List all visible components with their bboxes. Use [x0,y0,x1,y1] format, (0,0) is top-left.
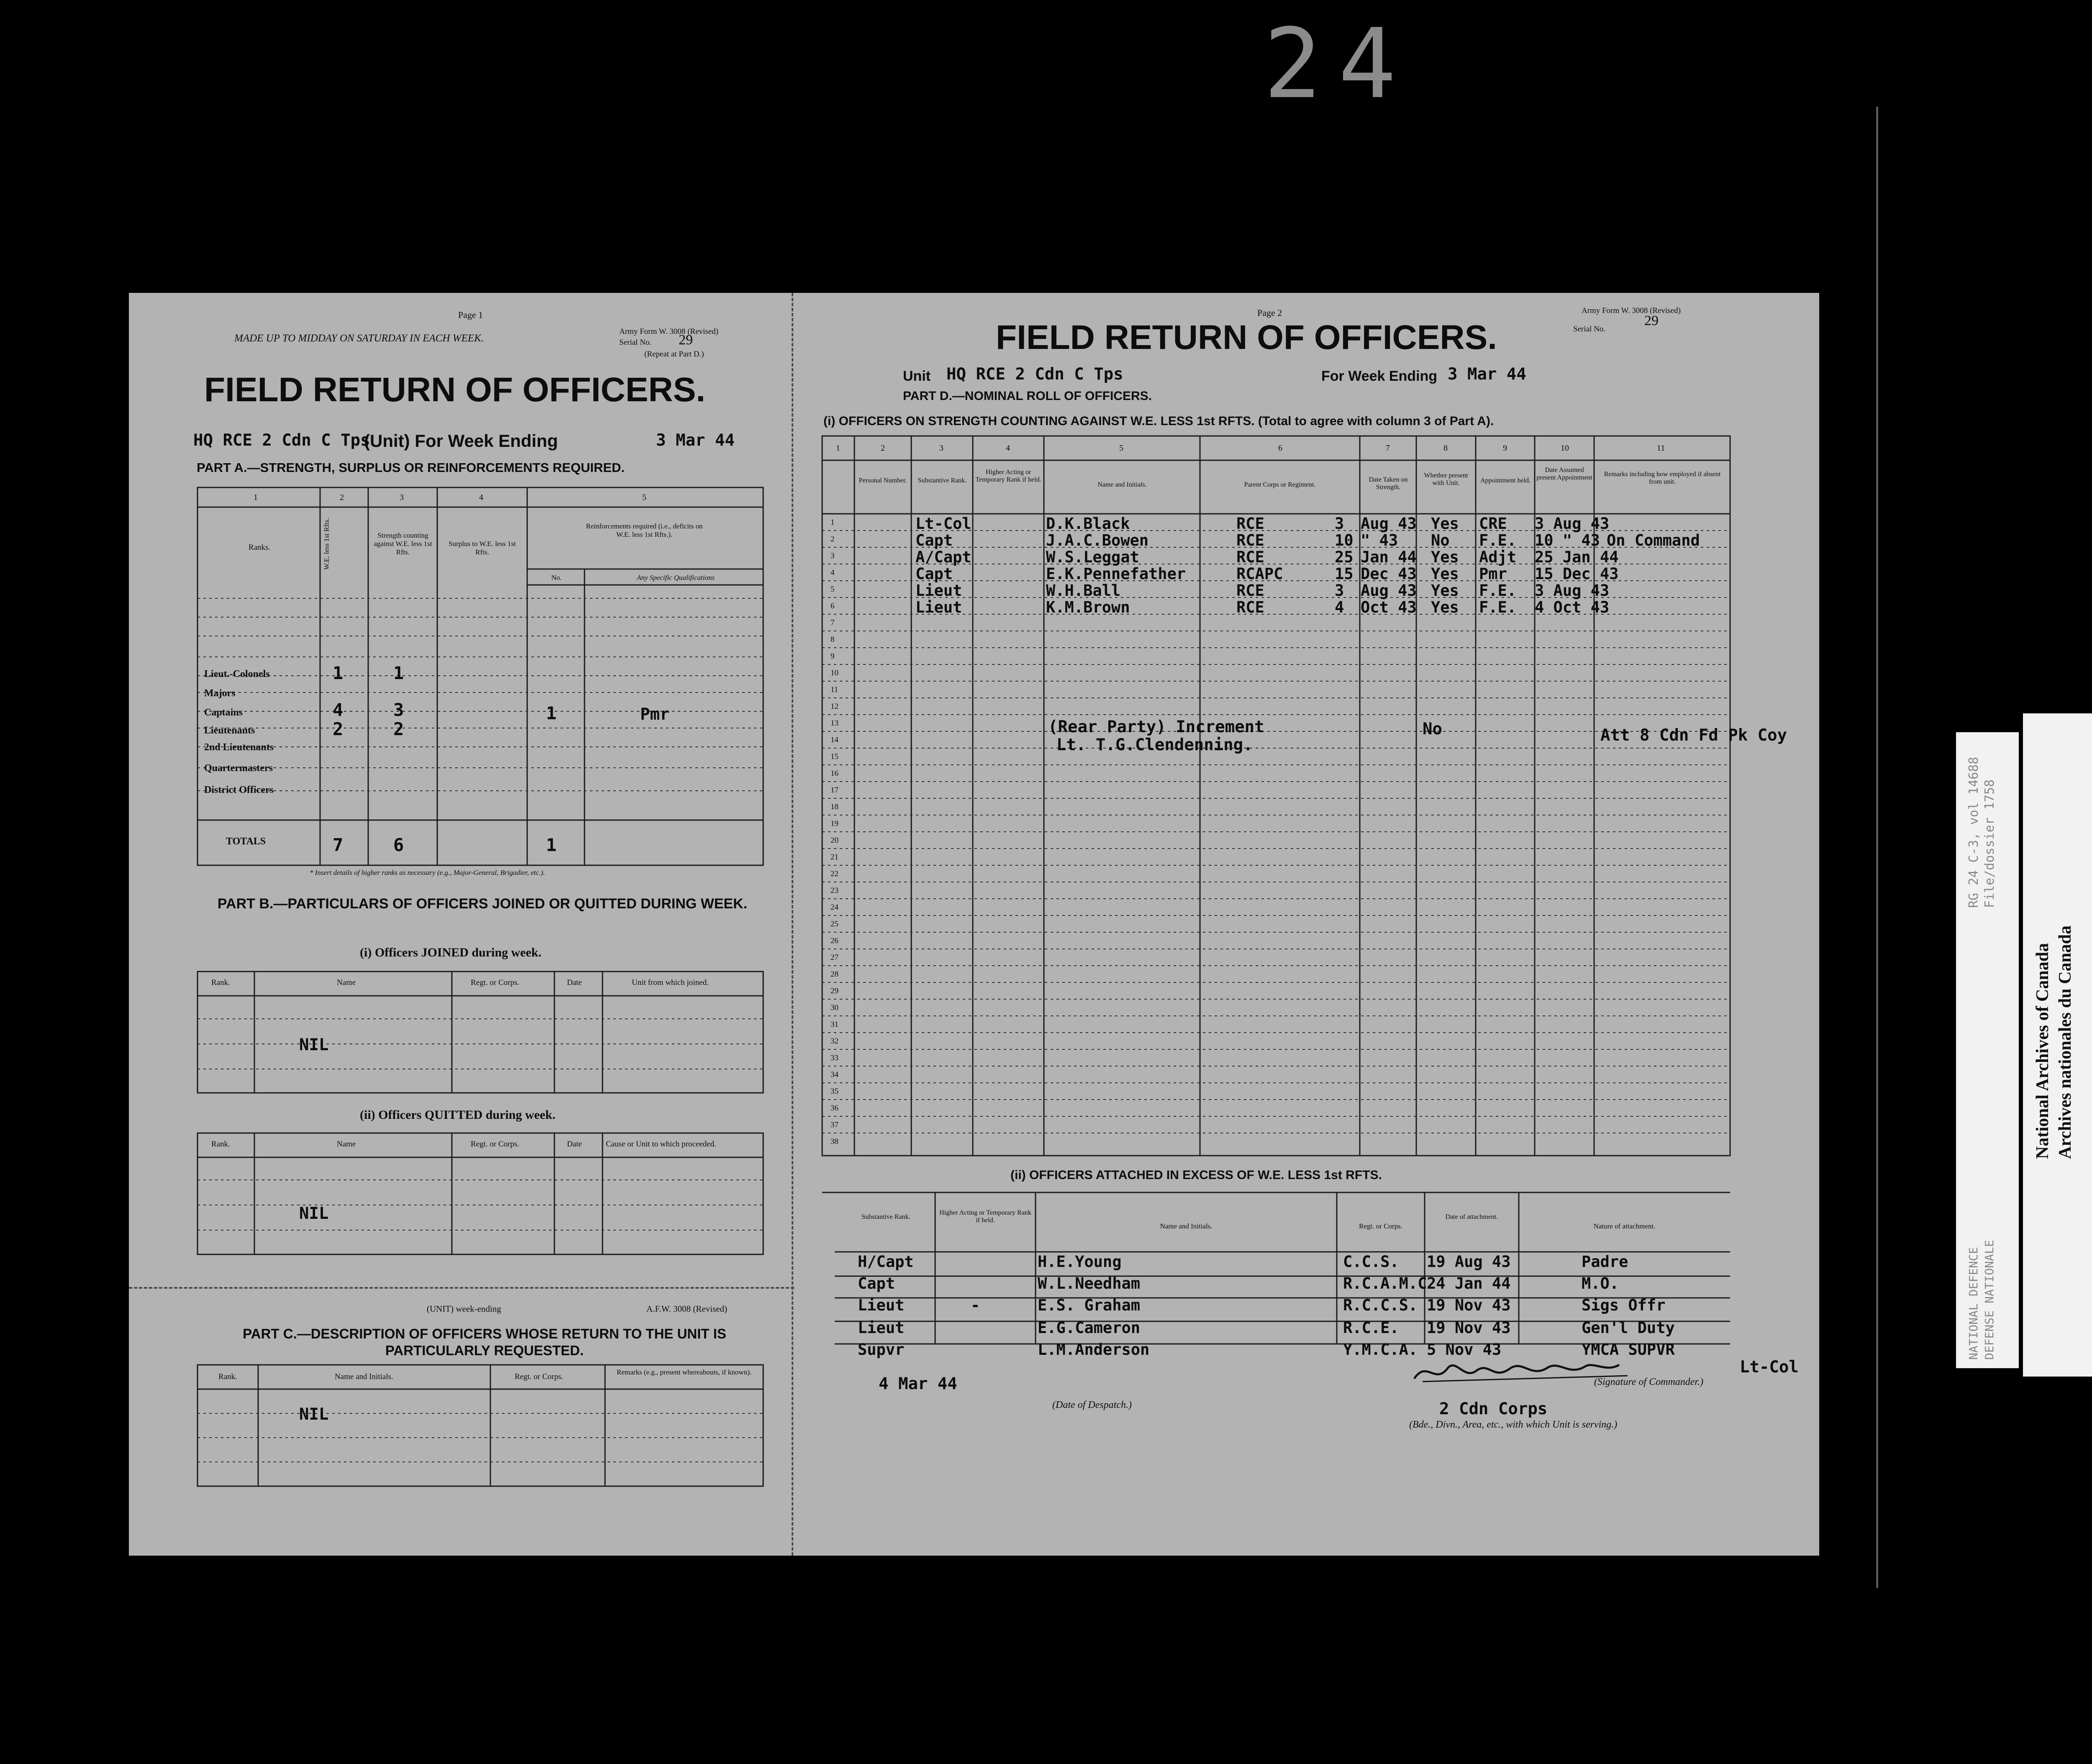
captains-reinf-no: 1 [546,703,557,723]
strength-header: Strength counting against W.E. less 1st Rfts. [374,531,432,556]
attached-corps: C.C.S. [1343,1253,1399,1271]
officer-date-assumed: 4 Oct 43 [1535,598,1610,616]
officer-day-taken: 3 [1335,515,1344,533]
officer-corps: RCE [1236,582,1264,600]
officer-date-assumed: 25 Jan 44 [1535,548,1619,566]
pd-header-higher-rank: Higher Acting or Temporary Rank if held. [975,469,1041,483]
pd-col-6: 6 [1278,444,1282,453]
officer-corps: RCE [1236,598,1264,616]
page2-serial-label: Serial No. [1573,325,1606,333]
page1-title: FIELD RETURN OF OFFICERS. [204,371,706,409]
formation: 2 Cdn Corps [1439,1400,1548,1418]
page1-serial-number: 29 [679,332,693,348]
captains-strength: 3 [393,700,404,720]
attached-date: 5 Nov 43 [1427,1341,1502,1359]
pd-header-personal-number: Personal Number. [859,477,907,484]
officer-appointment: Pmr [1479,565,1507,583]
tear-form-label: A.F.W. 3008 (Revised) [646,1304,727,1314]
pd-col-9: 9 [1503,444,1507,453]
formation-label: (Bde., Divn., Area, etc., with which Unit is serving.) [1409,1419,1618,1430]
page2-week-ending: 3 Mar 44 [1448,365,1526,384]
rank-majors: Majors [204,688,236,699]
pd-row-number: 35 [831,1087,838,1096]
pd-col-10: 10 [1561,444,1569,453]
officer-present: No [1431,531,1450,549]
pd-row-number: 20 [831,836,838,845]
part-c-header-rank: Rank. [218,1372,237,1381]
archive-name-en: National Archives of Canada [2033,943,2052,1159]
pd-row-number: 2 [831,535,835,544]
officer-date-assumed: 10 " 43 [1535,531,1600,549]
pd-row-number: 25 [831,920,838,928]
officer-day-taken: 3 [1335,582,1344,600]
section-ii-title: (ii) OFFICERS ATTACHED IN EXCESS OF W.E. LESS 1st RFTS. [1010,1168,1382,1182]
att-header-corps: Regt. or Corps. [1359,1222,1402,1230]
officer-date-assumed: 15 Dec 43 [1535,565,1619,583]
att-header-nature: Nature of attachment. [1593,1222,1656,1230]
attached-name: H.E.Young [1038,1253,1122,1271]
attached-corps: R.C.C.S. [1343,1296,1418,1314]
pd-header-appointment: Appointment held. [1480,477,1531,484]
officer-rank: Capt [915,531,953,549]
part-c-entry: NIL [299,1405,329,1424]
lt-col-we: 1 [333,663,344,683]
officer-name: W.H.Ball [1046,582,1121,600]
despatch-date: 4 Mar 44 [879,1374,957,1393]
officer-name: W.S.Leggat [1046,548,1139,566]
pd-row-number: 17 [831,786,838,795]
rank-lieut-colonels: Lieut.-Colonels [204,669,270,679]
page2-title: FIELD RETURN OF OFFICERS. [996,318,1497,356]
attached-rank: Lieut [858,1319,905,1337]
officer-rank: Lieut [915,598,962,616]
attached-name: L.M.Anderson [1038,1341,1150,1359]
part-a-footnote: * Insert details of higher ranks as necessary (e.g., Major-General, Brigadier, etc.). [310,869,545,877]
attached-rank: Supvr [858,1341,905,1359]
reinforcements-header: Reinforcements required (i.e., deficits on W.E. less 1st Rfts.). [586,522,703,538]
rank-district-officers: District Officers [204,785,274,795]
pd-row-number: 15 [831,752,838,761]
officer-name: D.K.Black [1046,515,1130,533]
pd-row-number: 5 [831,585,835,594]
joined-header-unit: Unit from which joined. [632,978,709,987]
pd-row-number: 30 [831,1003,838,1012]
pd-row-number: 33 [831,1054,838,1062]
attached-nature: Padre [1582,1253,1628,1271]
lieutenants-we: 2 [333,719,344,739]
part-c-title: PART C.—DESCRIPTION OF OFFICERS WHOSE RETURN TO THE UNIT IS PARTICULARLY REQUESTED. [243,1326,726,1358]
quitted-header-date: Date [567,1140,582,1149]
officer-rank: Lt-Col [915,515,972,533]
totals-label: TOTALS [226,836,266,847]
pd-row-number: 28 [831,970,838,979]
att-header-name: Name and Initials. [1160,1222,1213,1230]
pd-col-3: 3 [939,444,943,453]
rear-party-label: (Rear Party) Increment [1048,718,1264,736]
part-a-col-1: 1 [254,493,258,502]
joined-entry: NIL [299,1036,329,1054]
rank-captains: Captains [204,707,243,718]
pd-row-number: 34 [831,1070,838,1079]
pd-row-number: 13 [831,719,838,728]
attached-corps: Y.M.C.A. [1343,1341,1418,1359]
rear-party-officer: Lt. T.G.Clendenning. [1056,736,1253,754]
rank-2nd-lieutenants: 2nd Lieutenants [204,742,274,753]
pd-col-7: 7 [1386,444,1390,453]
section-i-title: (i) OFFICERS ON STRENGTH COUNTING AGAINST W.E. LESS 1st RFTS. (Total to agree with column 3 of Part A). [823,414,1494,428]
officer-date-assumed: 3 Aug 43 [1535,515,1610,533]
attached-nature: Sigs Offr [1582,1296,1666,1314]
part-a-col-4: 4 [479,493,483,502]
part-a-col-5: 5 [642,493,646,502]
officer-appointment: CRE [1479,515,1507,533]
pd-header-corps: Parent Corps or Regiment. [1244,481,1316,488]
pd-row-number: 23 [831,886,838,895]
pd-row-number: 38 [831,1137,838,1146]
captains-we: 4 [333,700,344,720]
joined-header-rank: Rank. [211,978,230,987]
officer-appointment: F.E. [1479,598,1517,616]
officer-appointment: Adjt [1479,548,1517,566]
lieutenants-strength: 2 [393,719,404,739]
officer-date-taken: Oct 43 [1361,598,1417,616]
attached-name: W.L.Needham [1038,1274,1141,1292]
pd-header-date-assumed: Date Assumed present Appointment [1536,467,1592,481]
attached-date: 19 Aug 43 [1427,1253,1511,1271]
archive-name-fr: Archives nationales du Canada [2056,925,2075,1159]
officer-corps: RCE [1236,548,1264,566]
tear-unit-line: (UNIT) week-ending [427,1304,501,1314]
we-header: W.E. less 1st Rfts. [323,518,331,570]
attached-corps: R.C.E. [1343,1319,1399,1337]
officer-date-taken: Aug 43 [1361,515,1417,533]
officer-corps: RCE [1236,531,1264,549]
pd-row-number: 10 [831,669,838,677]
pd-row-number: 29 [831,987,838,995]
page1-army-form: Army Form W. 3008 (Revised) [619,327,718,336]
captains-reinf-qual: Pmr [640,705,670,724]
officer-date-taken: " 43 [1361,531,1398,549]
frame-number: 24 [1264,8,1413,120]
part-a-col-3: 3 [400,493,404,502]
rank-lieutenants: Lieutenants [204,725,255,736]
att-header-date: Date of attachment. [1445,1213,1498,1220]
attached-date: 19 Nov 43 [1427,1296,1511,1314]
officer-date-taken: Dec 43 [1361,565,1417,583]
pd-row-number: 26 [831,936,838,945]
officer-date-assumed: 3 Aug 43 [1535,582,1610,600]
pd-row-number: 4 [831,568,835,577]
pd-row-number: 6 [831,602,835,610]
joined-header-name: Name [337,978,356,987]
pd-row-number: 16 [831,769,838,778]
despatch-label: (Date of Despatch.) [1052,1400,1132,1410]
reinf-qual-header: Any Specific Qualifications [636,574,715,582]
part-c-header-name: Name and Initials. [335,1372,393,1381]
pd-row-number: 24 [831,903,838,912]
quitted-header-corps: Regt. or Corps. [471,1140,520,1149]
quitted-entry: NIL [299,1204,329,1223]
att-header-rank: Substantive Rank. [861,1213,910,1220]
officer-day-taken: 4 [1335,598,1344,616]
pd-header-present: Whether present with Unit. [1424,472,1468,487]
attached-corps: R.C.A.M.C [1343,1274,1427,1292]
repeat-note: (Repeat at Part D.) [644,350,704,359]
part-c-header-corps: Regt. or Corps. [515,1372,564,1381]
attached-name: E.G.Cameron [1038,1319,1141,1337]
rank-quartermasters: Quartermasters [204,763,273,774]
officer-corps: RCAPC [1236,565,1283,583]
page2-week-label: For Week Ending [1321,368,1438,384]
reinf-no-header: No. [551,574,562,582]
pd-header-remarks: Remarks including how employed if absent from unit. [1604,471,1721,485]
pd-row-number: 37 [831,1120,838,1129]
joined-header-corps: Regt. or Corps. [471,978,520,987]
officer-date-taken: Aug 43 [1361,582,1417,600]
officer-appointment: F.E. [1479,531,1517,549]
officer-appointment: F.E. [1479,582,1517,600]
part-c-header-remarks: Remarks (e.g., present whereabouts, if known). [617,1368,751,1376]
made-up-note: MADE UP TO MIDDAY ON SATURDAY IN EACH WEEK. [234,333,484,344]
pd-col-5: 5 [1119,444,1123,453]
quitted-header-name: Name [337,1140,356,1149]
attached-rank: Capt [858,1274,895,1292]
ranks-header: Ranks. [248,543,271,552]
pd-header-name: Name and Initials. [1097,481,1147,488]
pd-col-2: 2 [881,444,885,453]
pd-row-number: 14 [831,736,838,744]
pd-row-number: 18 [831,803,838,811]
officer-day-taken: 25 [1335,548,1354,566]
signature-label: (Signature of Commander.) [1594,1377,1704,1387]
attached-rank: Lieut [858,1296,905,1314]
officer-present: Yes [1431,565,1459,583]
officer-day-taken: 10 [1335,531,1354,549]
pd-col-4: 4 [1006,444,1010,453]
pd-row-number: 32 [831,1037,838,1046]
officer-corps: RCE [1236,515,1264,533]
attached-rank: H/Capt [858,1253,914,1271]
part-a-title: PART A.—STRENGTH, SURPLUS OR REINFORCEMENTS REQUIRED. [197,460,625,475]
page2-serial-number: 29 [1644,313,1659,328]
pd-row-number: 1 [831,518,835,527]
pd-row-number: 3 [831,551,835,560]
archive-dept-fr: DEFENSE NATIONALE [1982,1240,1996,1360]
officer-day-taken: 15 [1335,565,1354,583]
officer-rank: Capt [915,565,953,583]
pd-col-11: 11 [1657,444,1665,453]
attached-nature: Gen'l Duty [1582,1319,1675,1337]
part-b-title: PART B.—PARTICULARS OF OFFICERS JOINED OR QUITTED DURING WEEK. [217,896,748,912]
officer-name: E.K.Pennefather [1046,565,1186,583]
lt-col-strength: 1 [393,663,404,683]
archive-reference-line2: File/dossier 1758 [1982,779,1997,908]
officer-rank: A/Capt [915,548,972,566]
commander-rank: Lt-Col [1740,1358,1799,1377]
part-d-title: PART D.—NOMINAL ROLL OF OFFICERS. [903,389,1152,403]
officer-present: Yes [1431,598,1459,616]
archive-reference-line1: RG 24 C-3, vol 14688 [1966,756,1981,908]
pd-row-number: 22 [831,869,838,878]
pd-col-1: 1 [836,444,840,453]
att-header-higher: Higher Acting or Temporary Rank if held. [939,1209,1031,1224]
quitted-header-rank: Rank. [211,1140,230,1149]
surplus-header: Surplus to W.E. less 1st Rfts. [449,540,516,556]
pd-header-date-tos: Date Taken on Strength. [1369,476,1408,491]
pd-header-substantive-rank: Substantive Rank. [918,477,967,484]
unit-label: (Unit) For Week Ending [364,431,558,451]
page1-unit: HQ RCE 2 Cdn C Tps [193,431,370,450]
pd-row-number: 36 [831,1104,838,1113]
officer-rank: Lieut [915,582,962,600]
page1-serial-label: Serial No. [619,338,652,347]
attached-nature: M.O. [1582,1274,1619,1292]
attached-higher-rank: - [971,1296,980,1314]
page2-unit-label: Unit [903,368,931,384]
totals-reinf-no: 1 [546,835,557,855]
totals-we: 7 [333,835,344,855]
pd-row-number: 21 [831,853,838,861]
page1-label: Page 1 [458,310,483,320]
pd-row-number: 8 [831,635,835,644]
pd-row-number: 12 [831,702,838,711]
quitted-header-cause: Cause or Unit to which proceeded. [606,1140,716,1149]
joined-title: (i) Officers JOINED during week. [360,946,542,959]
officer-present: Yes [1431,548,1459,566]
officer-remarks: On Command [1607,531,1700,549]
pd-row-number: 7 [831,618,835,627]
page2-army-form: Army Form W. 3008 (Revised) [1582,306,1681,315]
quitted-title: (ii) Officers QUITTED during week. [360,1108,556,1122]
totals-strength: 6 [393,835,404,855]
pd-row-number: 11 [831,685,838,694]
rear-party-present: No [1423,720,1442,738]
tear-off-line [129,1287,794,1289]
officer-date-taken: Jan 44 [1361,548,1417,566]
pd-row-number: 9 [831,652,835,661]
pd-col-8: 8 [1443,444,1448,453]
sheet-fold-line [792,293,795,1556]
attached-nature: YMCA SUPVR [1582,1341,1675,1359]
pd-row-number: 27 [831,953,838,962]
rear-party-remarks: Att 8 Cdn Fd Pk Coy [1600,726,1787,745]
archive-dept-en: NATIONAL DEFENCE [1966,1247,1980,1360]
attached-date: 19 Nov 43 [1427,1319,1511,1337]
attached-name: E.S. Graham [1038,1296,1141,1314]
officer-present: Yes [1431,582,1459,600]
officer-present: Yes [1431,515,1459,533]
page2-label: Page 2 [1257,308,1282,318]
officer-name: J.A.C.Bowen [1046,531,1149,549]
officer-name: K.M.Brown [1046,598,1130,616]
pd-row-number: 31 [831,1020,838,1029]
attached-date: 24 Jan 44 [1427,1274,1511,1292]
pd-row-number: 19 [831,819,838,828]
page2-unit: HQ RCE 2 Cdn C Tps [946,365,1123,384]
part-a-col-2: 2 [340,493,344,502]
page1-week-ending: 3 Mar 44 [656,431,735,450]
joined-header-date: Date [567,978,582,987]
